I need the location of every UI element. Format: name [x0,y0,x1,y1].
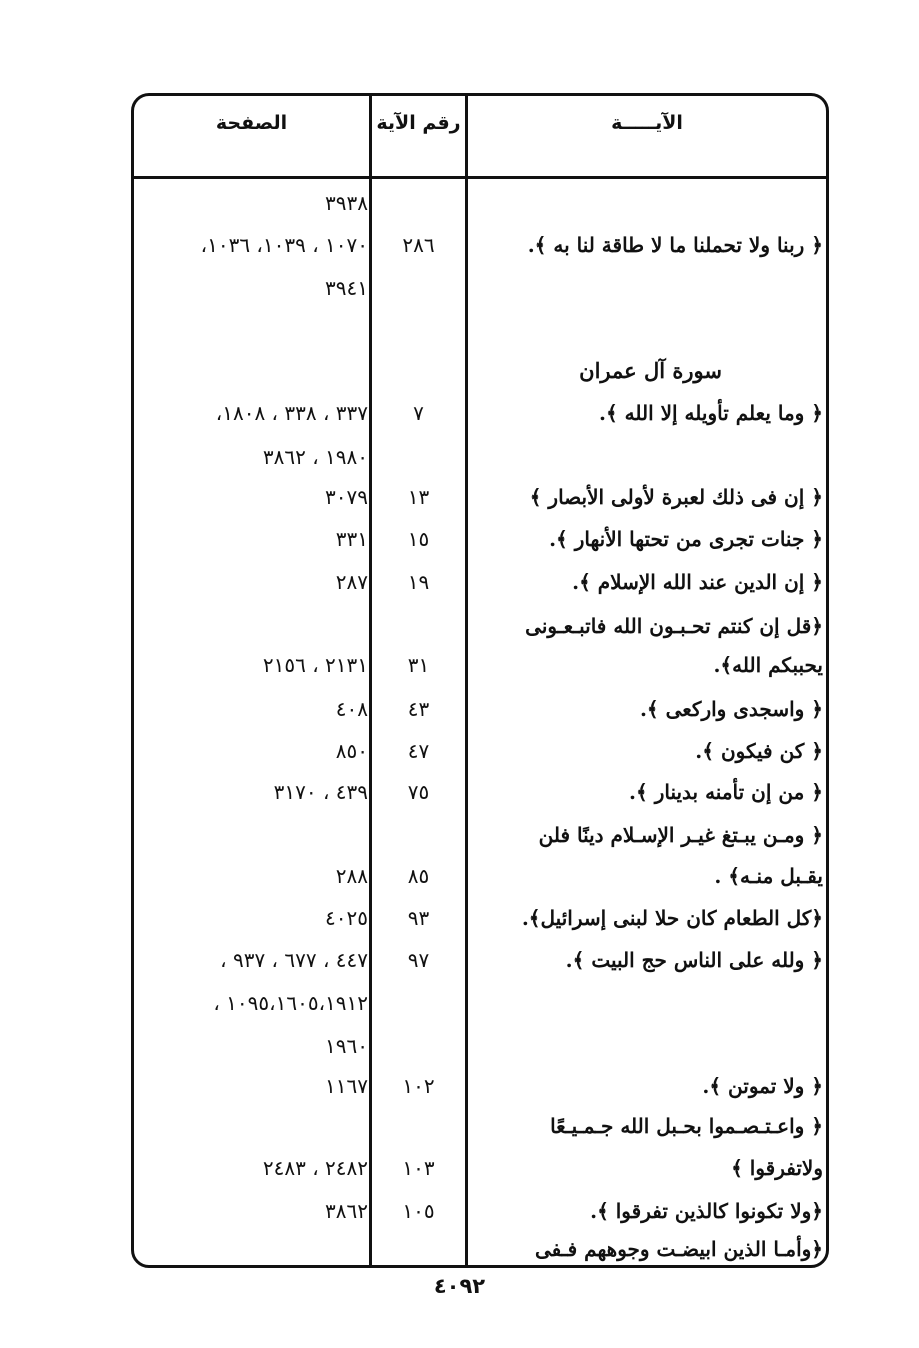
row-page: ٢٤٨٢ ، ٢٤٨٣ [262,1156,368,1180]
row-page: ٢١٣١ ، ٢١٥٦ [262,653,368,677]
page-number: ٤٠٩٢ [433,1274,486,1298]
row-ayah-number: ٧٥ [407,780,430,804]
row-ayah-number: ٤٣ [407,697,430,721]
row-ayah-number: ٤٧ [407,739,430,763]
row-ayah-number: ٩٣ [407,906,430,930]
row-page: ٣٨٦٢ [325,1199,368,1223]
row-page: ٢٨٧ [335,570,368,594]
row-ayah-number: ١٩ [407,570,430,594]
row-ayah-text: ﴿ من إن تأمنه بدينار ﴾. [629,780,823,804]
row-page: ٤٣٩ ، ٣١٧٠ [273,780,368,804]
row-ayah-number: ١٠٣ [402,1156,435,1180]
row-page: ٣٣٧ ، ٣٣٨ ، ١٨٠٨، [215,401,368,425]
header-ayah-number-column: رقم الآية [376,112,461,134]
row-ayah-number: ٩٧ [407,948,430,972]
row-ayah-text: ﴿ ومـن يبـتغ غيـر الإسـلام دينًا فلن [538,823,823,847]
row-ayah-text: ﴿قل إن كنتم تحـبـون الله فاتبـعـونى [525,614,823,638]
row-ayah-text: ﴿ وما يعلم تأويله إلا الله ﴾. [599,401,823,425]
row-ayah-text: ﴿كل الطعام كان حلا لبنى إسرائيل﴾. [521,906,823,930]
header-ayah-column: الآيـــــة [611,112,683,134]
row-ayah-text: ﴿ كن فيكون ﴾. [695,739,823,763]
row-page: ٤٤٧ ، ٦٧٧ ، ٩٣٧ ، [220,948,368,972]
row-ayah-text: ﴿ إن فى ذلك لعبرة لأولى الأبصار ﴾ [529,485,823,509]
row-ayah-number: ٧ [413,401,424,425]
row-ayah-number: ٨٥ [407,864,430,888]
row-ayah-number: ١٣ [407,485,430,509]
row-ayah-number: ٣١ [407,653,430,677]
row-page: ١٠٧٠ ، ١٠٣٩، ١٠٣٦، [200,233,368,257]
row-ayah-text: يقـبل منـه﴾ . [714,864,823,888]
row-ayah-text: ﴿ولا تكونوا كالذين تفرقوا ﴾. [590,1199,823,1223]
header-page-column: الصفحة [215,112,288,134]
header-divider [131,176,829,179]
row-ayah-text: ﴿ ولله على الناس حج البيت ﴾. [565,948,823,972]
row-ayah-number: ١٠٥ [402,1199,435,1223]
row-page: ١٩٨٠ ، ٣٨٦٢ [262,445,368,469]
row-page: ٣٠٧٩ [325,485,368,509]
row-page: ٢٨٨ [335,864,368,888]
row-page: ٣٣١ [335,527,368,551]
row-ayah-text: يحببكم الله﴾. [713,653,823,677]
row-page: ١٩٦٠ [325,1034,368,1058]
row-ayah-text: ولاتفرقوا ﴾ [731,1156,823,1180]
row-ayah-number: ٢٨٦ [402,233,435,257]
row-ayah-text: ﴿ ربنا ولا تحملنا ما لا طاقة لنا به ﴾. [527,233,823,257]
row-ayah-text: ﴿ جنات تجرى من تحتها الأنهار ﴾. [549,527,823,551]
surah-title: سورة آل عمران [579,358,722,383]
column-divider-ayah [465,93,468,1268]
row-page: ٤٠٢٥ [325,906,368,930]
row-page: ٨٥٠ [335,739,368,763]
row-page: ٤٠٨ [335,697,368,721]
row-ayah-text: ﴿ واعـتـصـموا بحـبل الله جـمـيـعًا [550,1114,823,1138]
row-ayah-number: ١٠٢ [402,1074,435,1098]
row-ayah-number: ١٥ [407,527,430,551]
row-page: ٣٩٤١ [325,276,368,300]
row-ayah-text: ﴿وأمـا الذين ابيضـت وجوههم فـفى [534,1237,823,1261]
row-page: ١٠٩٥،١٦٠٥،١٩١٢ ، [213,991,368,1015]
row-page: ١١٦٧ [325,1074,368,1098]
row-ayah-text: ﴿ ولا تموتن ﴾. [702,1074,823,1098]
row-ayah-text: ﴿ واسجدى واركعى ﴾. [639,697,823,721]
row-page: ٣٩٣٨ [325,191,368,215]
row-ayah-text: ﴿ إن الدين عند الله الإسلام ﴾. [572,570,823,594]
